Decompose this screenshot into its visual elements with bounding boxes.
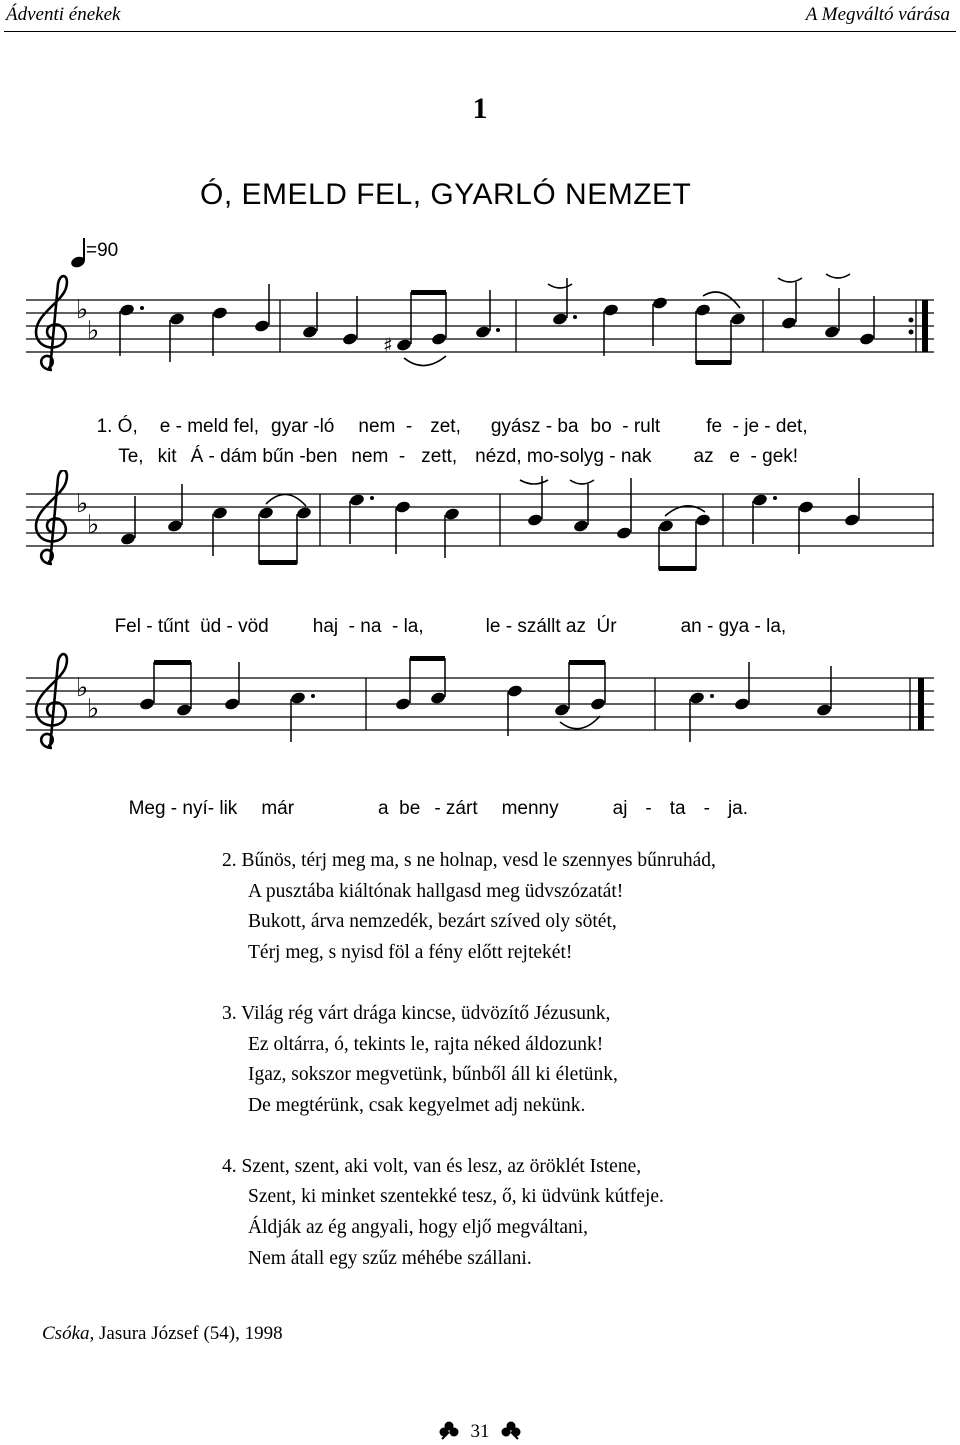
flat-icon: ♭: [76, 489, 89, 519]
ornament-right-icon: [500, 1420, 522, 1440]
verse-line: 3. Világ rég várt drága kincse, üdvözítő Jézusunk,: [222, 1002, 611, 1024]
flat-icon: ♭: [87, 510, 100, 540]
header-divider: [4, 31, 956, 32]
final-barline: [918, 678, 924, 730]
header-section-title: A Megváltó várása: [805, 4, 950, 25]
verse-line: De megtérünk, csak kegyelmet adj nekünk.: [248, 1094, 586, 1116]
verse-line: 2. Bűnös, térj meg ma, s ne holnap, vesd le szennyes bűnruhád,: [222, 850, 716, 871]
lyrics-line-3: Meg - nyí- lik már a be - zárt menny aj - ta - ja.: [128, 798, 749, 819]
source-place: Csóka,: [42, 1323, 95, 1344]
lyrics-line-1b: Te, kit Á - dám bűn -ben nem - zett, nézd, mo-solyg - nak az e - gek!: [118, 446, 799, 467]
song-number: 1: [472, 92, 488, 125]
notes-system-2: [120, 476, 861, 571]
verse-line: Igaz, sokszor megvetünk, bűnből áll ki életünk,: [248, 1064, 618, 1086]
treble-clef-icon: [36, 470, 67, 564]
tempo-marking: [64, 236, 154, 270]
verse-line: Térj meg, s nyisd föl a fény előtt rejtekét!: [248, 942, 573, 964]
verse-2: [222, 846, 716, 969]
quarter-note-icon: [64, 236, 88, 270]
verses-block: [222, 846, 716, 1304]
verse-line: 4. Szent, szent, aki volt, van és lesz, az öröklét Istene,: [222, 1155, 642, 1177]
ornament-left-icon: [438, 1420, 460, 1440]
verse-line: A pusztába kiáltónak hallgasd meg üdvszózatát!: [248, 880, 624, 902]
page-number: 31: [470, 1421, 490, 1442]
lyrics-line-2: Fel - tűnt üd - vöd haj - na - la, le - szállt az Úr an - gya - la,: [114, 616, 787, 637]
verse-line: Áldják az ég angyali, hogy eljő megváltani,: [248, 1217, 589, 1239]
song-title: Ó, EMELD FEL, GYARLÓ NEMZET: [200, 178, 692, 211]
verse-4: [222, 1152, 716, 1275]
final-barline: [922, 300, 928, 352]
source-credit: [42, 1323, 283, 1345]
treble-clef-icon: [36, 276, 67, 370]
tempo-value: =90: [86, 240, 119, 261]
header-book-title: Ádventi énekek: [6, 4, 121, 25]
music-staff-system-3: [0, 652, 960, 782]
svg-text:♯: ♯: [383, 333, 393, 357]
flat-icon: ♭: [87, 316, 100, 346]
verse-line: Bukott, árva nemzedék, bezárt szíved oly sötét,: [248, 911, 617, 933]
flat-icon: ♭: [76, 673, 89, 703]
flat-icon: ♭: [87, 694, 100, 724]
lyrics-line-1a: 1. Ó, e - meld fel, gyar -ló nem - zet, gyász - ba bo - rult fe - je - det,: [96, 416, 808, 437]
verse-3: [222, 999, 716, 1122]
verse-line: Nem átall egy szűz méhébe szállani.: [248, 1247, 532, 1269]
notes-system-3: [139, 656, 833, 742]
treble-clef-icon: [36, 654, 67, 748]
page-number-footer: [0, 1420, 960, 1443]
flat-icon: ♭: [76, 295, 89, 325]
verse-line: Szent, ki minket szentekké tesz, ő, ki üdvünk kútfeje.: [248, 1186, 664, 1208]
music-staff-system-2: [0, 470, 960, 600]
verse-line: Ez oltárra, ó, tekints le, rajta néked áldozunk!: [248, 1033, 604, 1055]
source-author: Jasura József (54), 1998: [99, 1323, 283, 1344]
music-staff-system-1: [0, 270, 960, 400]
